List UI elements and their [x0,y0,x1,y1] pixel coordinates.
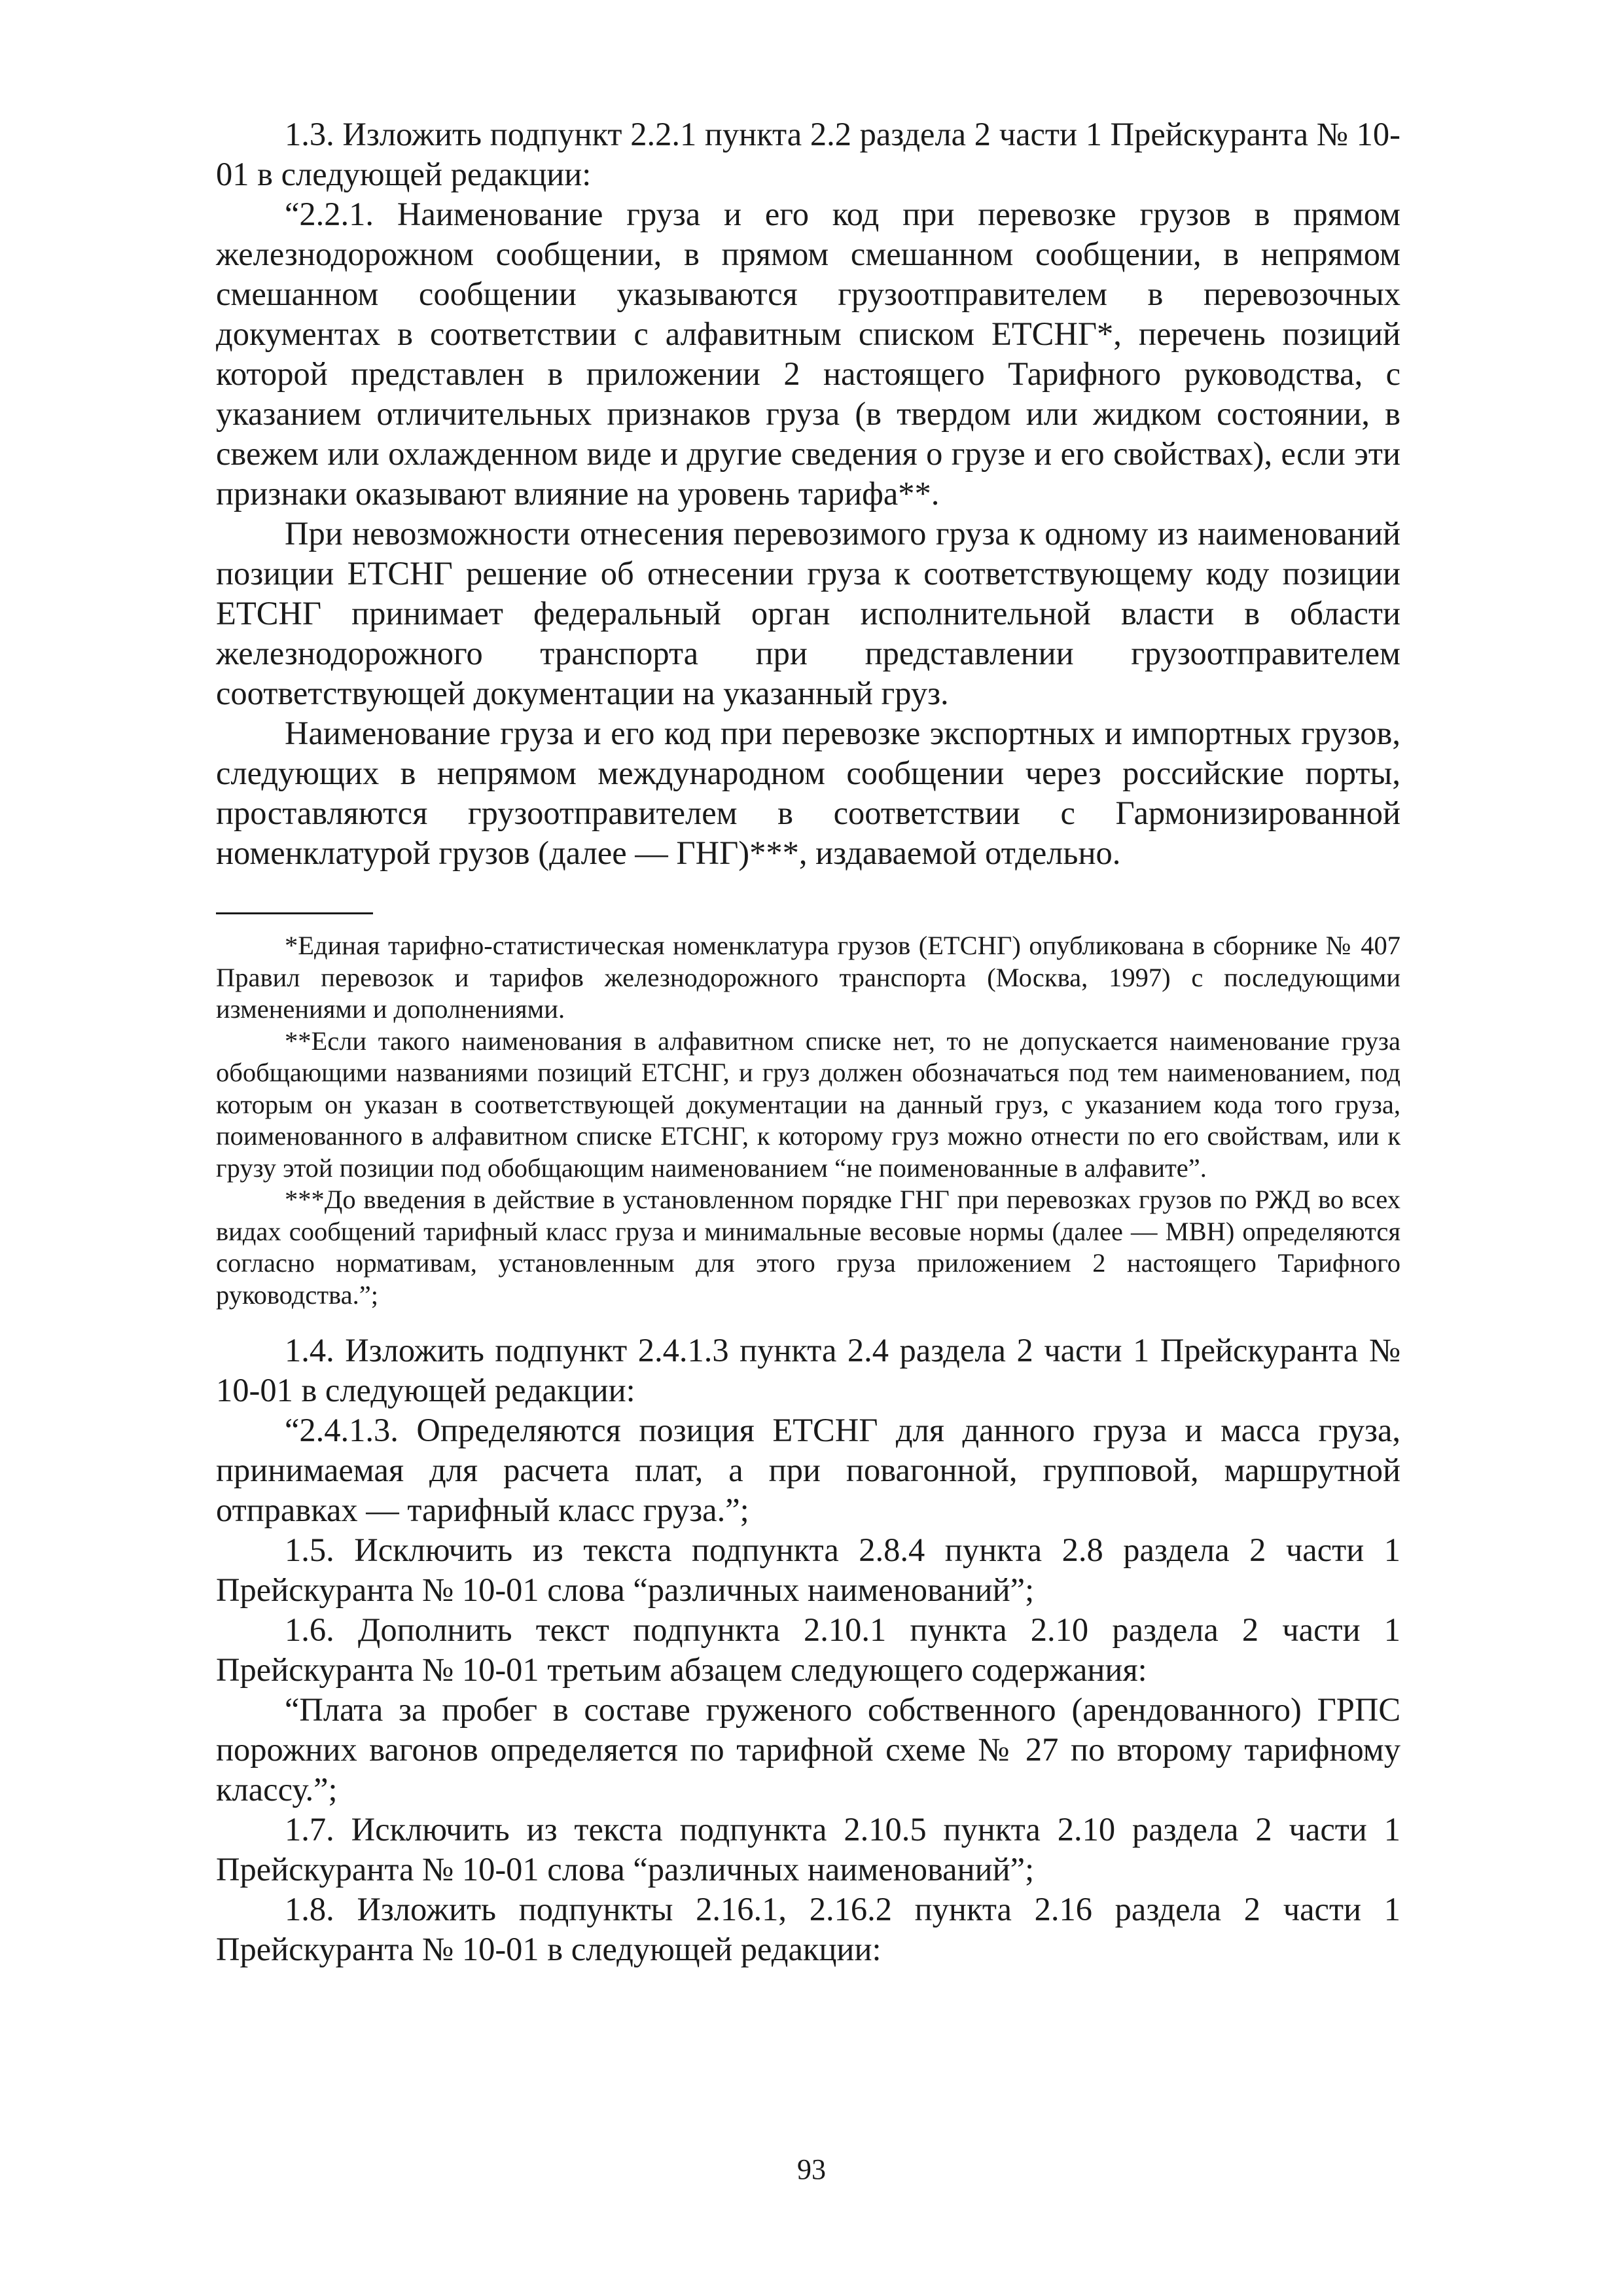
paragraph-export-import: Наименование груза и его код при перевозке экспортных и импортных грузов, следующих в непрямом международном сообщении через российские порты, проставляются грузоотправителем в соответствии с Гармонизированной номенклатурой грузов (далее — ГНГ)***, издаваемой отдельно. [216,715,1400,871]
paragraph-1-6: 1.6. Дополнить текст подпункта 2.10.1 пункта 2.10 раздела 2 части 1 Прейскуранта № 10-01 третьим абзацем следующего содержания: [216,1611,1400,1688]
paragraph-2-4-1-3-quote: “2.4.1.3. Определяются позиция ЕТСНГ для данного груза и масса груза, принимаемая для расчета плат, а при повагонной, групповой, маршрутной отправках — тарифный класс груза.”; [216,1412,1400,1528]
paragraph-2-2-1-quote: “2.2.1. Наименование груза и его код при перевозке грузов в прямом железнодорожном сообщении, в прямом смешанном сообщении, в непрямом смешанном сообщении указываются грузоотправителем в перевозочных документах в соответствии с алфавитным списком ЕТСНГ*, перечень позиций которой представлен в приложении 2 настоящего Тарифного руководства, с указанием отличительных признаков груза (в твердом или жидком состоянии, в свежем или охлажденном виде и другие сведения о грузе и его свойствах), если эти признаки оказывают влияние на уровень тарифа**. [216,196,1400,512]
paragraph-1-5: 1.5. Исключить из текста подпункта 2.8.4 пункта 2.8 раздела 2 части 1 Прейскуранта № 10-01 слова “различных наименований”; [216,1532,1400,1608]
footnote-separator [216,912,373,914]
paragraph-1-7: 1.7. Исключить из текста подпункта 2.10.5 пункта 2.10 раздела 2 части 1 Прейскуранта № 10-01 слова “различных наименований”; [216,1811,1400,1888]
paragraph-1-8: 1.8. Изложить подпункты 2.16.1, 2.16.2 пункта 2.16 раздела 2 части 1 Прейскуранта № 10-01 в следующей редакции: [216,1891,1400,1967]
footnote-1: *Единая тарифно-статистическая номенклатура грузов (ЕТСНГ) опубликована в сборнике № 407 Правил перевозок и тарифов железнодорожного транспорта (Москва, 1997) с последующими изменениями и дополнениями. [216,931,1400,1024]
paragraph-run-fee-quote: “Плата за пробег в составе груженого собственного (арендованного) ГРПС порожних вагонов определяется по тарифной схеме № 27 по второму тарифному классу.”; [216,1691,1400,1808]
paragraph-1-4: 1.4. Изложить подпункт 2.4.1.3 пункта 2.4 раздела 2 части 1 Прейскуранта № 10-01 в следующей редакции: [216,1332,1400,1408]
paragraph-1-3: 1.3. Изложить подпункт 2.2.1 пункта 2.2 раздела 2 части 1 Прейскуранта № 10-01 в следующей редакции: [216,116,1400,192]
footnotes [216,930,1400,1311]
page-number: 93 [797,2153,826,2185]
main-text-bottom [216,1331,1400,1969]
footnote-2: **Если такого наименования в алфавитном списке нет, то не допускается наименование груза обобщающими названиями позиций ЕТСНГ, и груз должен обозначаться под тем наименованием, под которым он указан в соответствующей документации на данный груз, с указанием кода того груза, поименованного в алфавитном списке ЕТСНГ, к которому груз можно отнести по его свойствам, или к грузу этой позиции под обобщающим наименованием “не поименованные в алфавите”. [216,1026,1400,1183]
paragraph-etsng-decision: При невозможности отнесения перевозимого груза к одному из наименований позиции ЕТСНГ решение об отнесении груза к соответствующему коду позиции ЕТСНГ принимает федеральный орган исполнительной власти в области железнодорожного транспорта при представлении грузоотправителем соответствующей документации на указанный груз. [216,515,1400,711]
main-text-top [216,115,1400,873]
footnote-3: ***До введения в действие в установленном порядке ГНГ при перевозках грузов по РЖД во всех видах сообщений тарифный класс груза и минимальные весовые нормы (далее — МВН) определяются согласно нормативам, установленным для этого груза приложением 2 настоящего Тарифного руководства.”; [216,1185,1400,1310]
document-page [216,115,1400,1969]
